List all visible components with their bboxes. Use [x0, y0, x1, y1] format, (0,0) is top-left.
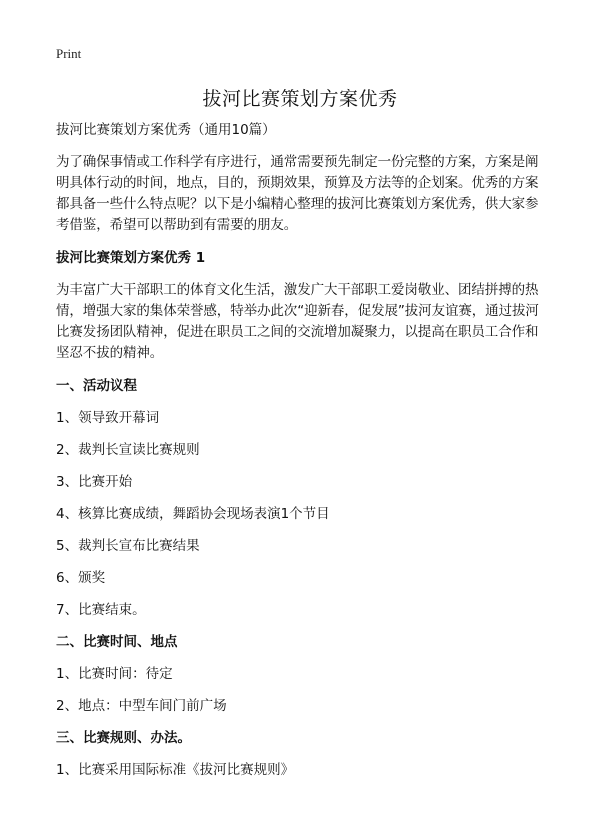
list-item: 1、比赛采用国际标准《拔河比赛规则》: [56, 762, 295, 778]
agenda-heading: 一、活动议程: [56, 378, 137, 394]
list-item: 5、裁判长宣布比赛结果: [56, 538, 200, 554]
document-body: [56, 120, 546, 792]
list-item: 7、比赛结束。: [56, 602, 146, 618]
list-item: 1、比赛时间：待定: [56, 666, 173, 682]
document-title: 拔河比赛策划方案优秀: [202, 88, 398, 110]
list-item: 6、颁奖: [56, 570, 106, 586]
section-paragraph: 为丰富广大干部职工的体育文化生活，激发广大干部职工爱岗敬业、团结拼搏的热情，增强大家的集体荣誉感，特举办此次“迎新春，促发展”拔河友谊赛，通过拔河比赛发扬团队精神，促进在职员工之间的交流增加凝聚力，以提高在职员工合作和坚忍不拔的精神。: [56, 282, 539, 361]
list-item: 2、裁判长宣读比赛规则: [56, 442, 200, 458]
section-heading: 拔河比赛策划方案优秀 1: [56, 250, 206, 266]
time-place-heading: 二、比赛时间、地点: [56, 634, 178, 650]
list-item: 1、领导致开幕词: [56, 410, 160, 426]
document-subtitle: 拔河比赛策划方案优秀（通用10篇）: [56, 122, 276, 138]
intro-paragraph: 为了确保事情或工作科学有序进行，通常需要预先制定一份完整的方案，方案是阐明具体行动的时间，地点，目的，预期效果，预算及方法等的企划案。优秀的方案都具备一些什么特点呢？以下是小编精心整理的拔河比赛策划方案优秀，供大家参考借鉴，希望可以帮助到有需要的朋友。: [56, 154, 539, 233]
list-item: 3、比赛开始: [56, 474, 133, 490]
list-item: 4、核算比赛成绩，舞蹈协会现场表演1个节目: [56, 506, 330, 522]
rules-heading: 三、比赛规则、办法。: [56, 730, 191, 746]
list-item: 2、地点：中型车间门前广场: [56, 698, 227, 714]
print-link[interactable]: Print: [56, 46, 82, 61]
